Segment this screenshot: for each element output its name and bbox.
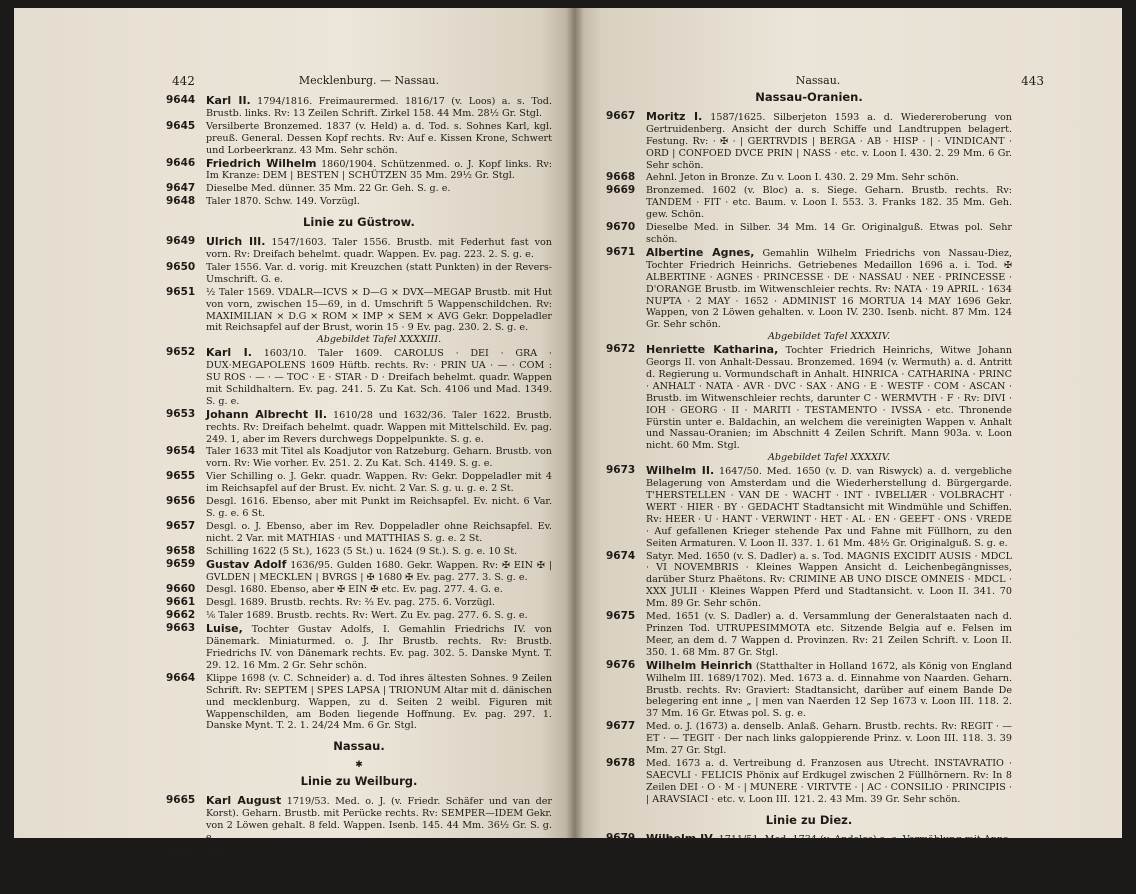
catalog-entry	[166, 584, 552, 596]
entry-number: 9662	[166, 609, 196, 622]
section-heading-guestrow: Linie zu Güstrow.	[303, 215, 415, 230]
entry-number: 9661	[166, 596, 196, 609]
entry-description: Desgl. 1680. Ebenso, aber ✠ EIN ✠ etc. Ev. pag. 277. 4. G. e.	[206, 584, 503, 596]
entry-number: 9669	[606, 184, 636, 197]
catalog-entry	[606, 172, 1012, 184]
entry-ruler-name: Luise,	[206, 622, 243, 636]
entry-number: 9660	[166, 583, 196, 596]
catalog-entry	[166, 236, 552, 261]
entry-description: Vier Schilling o. J. Gekr. quadr. Wappen. Rv: Gekr. Doppeladler mit 4 im Reichsapfel auf der Brust. Ev. nicht. 2 Var. S. g. u. g. e. 2 St.	[206, 471, 552, 495]
catalog-entry	[166, 623, 552, 672]
catalog-entry	[166, 158, 552, 183]
catalog-entry	[606, 465, 1012, 549]
entry-description: Tochter Gustav Adolfs, I. Gemahlin Friedrichs IV. von Dänemark. Miniaturmed. o. J. Ihr Brustb. rechts. Rv: Brustb. Friedrichs IV. von Dänemark rechts. Ev. pag. 302. 5. Danske Mynt. T. 29. 12. 16 Mm. 2 Gr. Sehr schön.	[206, 624, 552, 671]
left-entries-group-a	[166, 95, 552, 208]
catalog-entry	[166, 183, 552, 195]
catalog-entry	[166, 409, 552, 446]
right-page-content	[606, 92, 1012, 871]
entry-description: 1860/1904. Schützenmed. o. J. Kopf links. Rv: Im Kranze: DEM | BESTEN | SCHÜTZEN 35 Mm. 29½ Gr. Stgl.	[206, 158, 552, 182]
catalog-entry	[606, 721, 1012, 757]
entry-description: Desgl. o. J. Ebenso, aber im Rev. Doppeladler ohne Reichsapfel. Ev. nicht. 2 Var. mit MATHIAS · und MATTHIAS S. g. e. 2 St.	[206, 520, 552, 544]
entry-ruler-name: Karl	[206, 843, 232, 857]
entry-description: 1719/53. Med. o. J. (v. Friedr. Schäfer und van der Korst). Geharn. Brustb. mit Perücke rechts. Rv: SEMPER—IDEM Gekr. von 2 Löwen gehalt. 8 feld. Wappen. Isenb. 145. 44 Mm. 36½ Gr. S. g. e.	[206, 796, 552, 843]
entry-ruler-name: Wilhelm IV.	[646, 832, 716, 846]
section-heading-diez: Linie zu Diez.	[765, 812, 853, 827]
entry-number: 9667	[606, 109, 636, 122]
catalog-entry	[166, 471, 552, 495]
entry-ruler-name: Friedrich Wilhelm	[206, 156, 317, 170]
entry-ruler-name: Ulrich III.	[206, 235, 266, 249]
catalog-entry	[606, 344, 1012, 464]
entry-description: 1636/95. Gulden 1680. Gekr. Wappen. Rv: ✠ EIN ✠ | GVLDEN | MECKLEN | BVRGS | ✠ 1680 ✠ Ev. pag. 277. 3. S. g. e.	[206, 559, 552, 583]
entry-description: Dieselbe Med. dünner. 35 Mm. 22 Gr. Geh. S. g. e.	[206, 183, 451, 195]
entry-description: Bronzemed. 1602 (v. Bloc) a. s. Siege. Geharn. Brustb. rechts. Rv: TANDEM · FIT · etc. Baum. v. Loon I. 553. 3. Franks 182. 35 Mm. Geh. gew. Schön.	[646, 185, 1012, 221]
entry-ruler-name: Moritz I.	[646, 109, 703, 123]
entry-description: Med. o. J. (1673) a. denselb. Anlaß. Geharn. Brustb. rechts. Rv: REGIT · — ET · — TEGIT · Der nach links galoppierende Prinz. v. Loon III. 118. 3. 39 Mm. 27 Gr. Stgl.	[646, 721, 1012, 757]
entry-number: 9676	[606, 658, 636, 671]
catalog-entry	[166, 559, 552, 584]
right-entries-group-a	[606, 111, 1012, 806]
catalog-entry	[166, 446, 552, 470]
entry-description: Taler 1870. Schw. 149. Vorzügl.	[206, 196, 360, 208]
catalog-entry	[166, 521, 552, 545]
entry-number: 9645	[166, 119, 196, 132]
entry-number: 9677	[606, 720, 636, 733]
entry-number: 9678	[606, 756, 636, 769]
entry-number: 9644	[166, 94, 196, 106]
entry-description: Med. 1673 a. d. Vertreibung d. Franzosen aus Utrecht. INSTAVRATIO · SAECVLI · FELICIS Phönix auf Erdkugel zwischen 2 Füllhörnern. Rv: In 8 Zeilen DEI · O · M · | MUNERE · VIRTVTE · | AC · CONSILIO · PRINCIPIS · | ARAVSIACI · etc. v. Loon III. 121. 2. 43 Mm. 39 Gr. Sehr schön.	[646, 757, 1012, 805]
entry-number: 9658	[166, 544, 196, 557]
entry-number: 9663	[166, 622, 196, 635]
catalog-entry	[166, 610, 552, 622]
left-entries-group-b	[166, 236, 552, 732]
left-running-head	[14, 74, 574, 88]
entry-ruler-name: Johann Albrecht II.	[206, 407, 328, 421]
catalog-entry	[166, 95, 552, 120]
entry-description: Gemahlin Wilhelm Friedrichs von Nassau-Diez, Tochter Friedrich Heinrichs. Getriebenes Medaillon 1696 a. i. Tod. ✠ ALBERTINE · AGNES · PRINCESSE · DE · NASSAU · NEE · PRINCESSE · D'ORANGE Brustb. im Witwenschleier rechts. Rv: NATA · 19 APRIL · 1634 NUPTA · 2 MAY · 1652 · ADMINIST 16 MORTUA 14 MAY 1696 Gekr. Wappen, von 2 Löwen gehalten. v. Loon IV. 230. Isenb. nicht. 87 Mm. 124 Gr. Sehr schön.	[646, 247, 1012, 331]
entry-number: 9649	[166, 235, 196, 248]
entry-description: Aehnl. Jeton in Bronze. Zu v. Loon I. 430. 2. 29 Mm. Sehr schön.	[646, 172, 959, 184]
entry-description: Desgl. 1616. Ebenso, aber mit Punkt im Reichsapfel. Ev. nicht. 6 Var. S. g. e. 6 St.	[206, 496, 552, 519]
entry-number: 9651	[166, 285, 196, 298]
catalog-entry	[606, 611, 1012, 659]
left-running-title: Mecklenburg. — Nassau.	[298, 74, 440, 87]
catalog-entry	[606, 111, 1012, 172]
entry-number: 9673	[606, 464, 636, 477]
catalog-entry	[166, 597, 552, 609]
entry-number: 9659	[166, 557, 196, 570]
entry-number: 9666	[166, 843, 196, 856]
entry-number: 9671	[606, 245, 636, 258]
entry-number: 9665	[166, 794, 196, 807]
entry-description: 1794/1816. Freimaurermed. 1816/17 (v. Loos) a. s. Tod. Brustb. links. Rv: 13 Zeilen Schrift. Zirkel 158. 44 Mm. 28½ Gr. Stgl.	[206, 96, 552, 119]
entry-number: 9650	[166, 260, 196, 273]
section-heading-nassau: Nassau.	[333, 739, 385, 754]
catalog-entry	[166, 262, 552, 286]
entry-number: 9679	[606, 832, 636, 845]
entry-description: Taler 1633 mit Titel als Koadjutor von Ratzeburg. Geharn. Brustb. von vorn. Rv: Wie vorher. Ev. 251. 2. Zu Kat. Sch. 4149. S. g. e.	[206, 446, 552, 470]
entry-number: 9655	[166, 470, 196, 483]
plate-caption: Abgebildet Tafel XXXXIII.	[316, 334, 442, 346]
entry-number: 9648	[166, 195, 196, 208]
entry-number: 9653	[166, 407, 196, 420]
entry-description: Taler 1556. Var. d. vorig. mit Kreuzchen (statt Punkten) in der Revers-Umschrift. G. e.	[206, 261, 552, 285]
catalog-entry	[166, 287, 552, 347]
plate-caption: Abgebildet Tafel XXXXIV.	[767, 452, 891, 464]
entry-description: Dieselbe Med. in Silber. 34 Mm. 14 Gr. Originalguß. Etwas pol. Sehr schön.	[646, 222, 1012, 245]
catalog-entry	[606, 660, 1012, 721]
entry-number: 9647	[166, 182, 196, 195]
entry-description: 1587/1625. Silberjeton 1593 a. d. Wiedereroberung von Gertruidenberg. Ansicht der durch Schiffe und Landtruppen belagert. Festung. Rv: · ✠ · | GERTRVDIS | BERGA · AB · HISP · | · VINDICANT · ORD | CONFOED DVCE PRIN | NASS · etc. v. Loon I. 430. 2. 29 Mm. 6 Gr. Sehr schön.	[646, 111, 1012, 171]
entry-description: 1547/1603. Taler 1556. Brustb. mit Federhut fast von vorn. Rv: Dreifach behelmt. quadr. Wappen. Ev. pag. 223. 2. S. g. e.	[206, 237, 552, 260]
right-entries-group-b	[606, 833, 1012, 870]
catalog-entry	[166, 347, 552, 408]
entry-description: Satyr. Med. 1650 (v. S. Dadler) a. s. Tod. MAGNIS EXCIDIT AUSIS · MDCL · VI NOVEMBRIS · Kleines Wappen Ansicht d. Leichenbegängnisses, darüber Sturz Phaëtons. Rv: CRIMINE AB UNO DISCE OMNEIS · MDCL · XXX JULII · Kleines Wappen Pferd und Stadtansicht. v. Loon II. 341. 70 Mm. 89 Gr. Sehr schön.	[646, 550, 1012, 610]
entry-description: (Statthalter in Holland 1672, als König von England Wilhelm III. 1689/1702). Med. 1673 a. d. Einnahme von Naarden. Geharn. Brustb. rechts. Rv: Graviert: Stadtansicht, darüber auf einem Bande De belegering ent inne „ | men van Naerden 12 Sep 1673 v. Loon III. 118. 2. 37 Mm. 16 Gr. Etwas pol. S. g. e.	[646, 660, 1012, 720]
entry-description: Med. 1651 (v. S. Dadler) a. d. Versammlung der Generalstaaten nach d. Prinzen Tod. UTRUPESIMMOTA etc. Sitzende Belgia auf e. Felsen im Meer, an dem d. 7 Wappen d. Provinzen. Rv: 21 Zeilen Schrift. v. Loon II. 350. 1. 68 Mm. 87 Gr. Stgl.	[646, 611, 1012, 658]
catalog-entry	[166, 121, 552, 157]
catalog-entry	[606, 833, 1012, 870]
catalog-entry	[606, 551, 1012, 611]
entry-ruler-name: Karl I.	[206, 346, 252, 360]
entry-description: Desgl. 1689. Brustb. rechts. Rv: ⅔ Ev. pag. 275. 6. Vorzügl.	[206, 597, 495, 609]
entry-description: 1603/10. Taler 1609. CAROLUS · DEI · GRA · DUX·MEGAPOLENS 1609 Hüftb. rechts. Rv: · PRIN UA · — · COM : SU ROS · — · — TOC · E · STAR · D · Dreifach behelmt. quadr. Wappen mit Schildhaltern. Ev. pag. 241. 5. Zu Kat. Sch. 4106 und Mad. 1349. S. g. e.	[206, 348, 552, 407]
catalog-entry	[606, 758, 1012, 806]
entry-ruler-name: Albertine Agnes,	[646, 245, 755, 259]
catalog-entry	[166, 795, 552, 844]
entry-number: 9654	[166, 445, 196, 458]
catalog-entry	[166, 845, 552, 894]
entry-ruler-name: Karl II.	[206, 94, 251, 107]
entry-number: 9657	[166, 519, 196, 532]
left-page-number: 442	[172, 74, 195, 88]
entry-description: Tochter Friedrich Heinrichs, Witwe Johann Georgs II. von Anhalt-Dessau. Bronzemed. 1694 (v. Wermuth) a. d. Antritt d. Regierung u. Vormundschaft in Anhalt. HINRICA · CATHARINA · PRINC · ANHALT · NATA · AVR · DVC · SAX · ANG · E · WESTF · COM · ASCAN · Brustb. im Witwenschleier rechts, darunter C · WERMVTH · F · Rv: DIVI · IOH · GEORG · II · MARITI · TESTAMENTO · IVSSA · etc. Thronende Fürstin unter e. Baldachin, an welchem die vereinigten Wappen v. Anhalt und Nassau-Oranien; im Abschnitt 4 Zeilen Schrift. Mann 903a. v. Loon nicht. 60 Mm. Stgl.	[646, 345, 1012, 452]
entry-description: Klippe 1698 (v. C. Schneider) a. d. Tod ihres ältesten Sohnes. 9 Zeilen Schrift. Rv: SEPTEM | SPES LAPSA | TRIONUM Altar mit d. dänischen und mecklenburg. Wappen, zu d. Seiten 2 weibl. Figuren mit Wappenschilden, am Boden liegende Hoffnung. Ev. pag. 297. 1. Danske Mynt. T. 2. 1. 24/24 Mm. 6 Gr. Stgl.	[206, 672, 552, 732]
entry-number: 9674	[606, 549, 636, 562]
entry-description: Versilberte Bronzemed. 1837 (v. Held) a. d. Tod. s. Sohnes Karl, kgl. preuß. General. Dessen Kopf rechts. Rv: Auf e. Kissen Krone, Schwert und Lorbeerkranz. 43 Mm. Sehr schön.	[206, 120, 552, 156]
entry-ruler-name: Karl August	[206, 794, 282, 808]
entry-number: 9675	[606, 610, 636, 623]
entry-number: 9646	[166, 156, 196, 169]
entry-description: ½ Taler 1569. VDALR—ICVS × D—G × DVX—MEGAP Brustb. mit Hut von vorn, zwischen 15—69, in d. Umschrift 5 Wappenschildchen. Rv: MAXIMILIAN × D.G × ROM × IMP × SEM × AVG Gekr. Doppeladler mit Reichsapfel auf der Brust, worin 15 · 9 Ev. pag. 230. 2. S. g. e.	[206, 286, 552, 334]
catalog-entry	[606, 222, 1012, 246]
entry-ruler-name: Wilhelm II.	[646, 464, 715, 478]
entry-description: 1711/51. Med. 1734 (v. Andeles) a. s. Vermählung mit Anna, Tochter Georgs II. von Braunschweig und England. Beider Brustb. rechts. Rv: Hand aus	[646, 834, 1012, 870]
entry-ruler-name: Henriette Katharina,	[646, 343, 779, 357]
entry-number: 9670	[606, 221, 636, 234]
entry-number: 9664	[166, 671, 196, 684]
entry-number: 9672	[606, 343, 636, 356]
entry-number: 9668	[606, 171, 636, 184]
entry-number: 9652	[166, 346, 196, 359]
catalog-entry	[166, 496, 552, 520]
entry-ruler-name: Gustav Adolf	[206, 557, 287, 571]
book-gutter	[566, 8, 584, 838]
catalog-entry	[166, 196, 552, 208]
catalog-entry	[166, 673, 552, 733]
catalog-entry	[606, 185, 1012, 221]
right-running-title: Nassau.	[795, 74, 841, 87]
catalog-entry	[166, 546, 552, 558]
entry-ruler-name: Wilhelm Heinrich	[646, 658, 753, 672]
entry-description: ⅙ Taler 1689. Brustb. rechts. Rv: Wert. Zu Ev. pag. 277. 6. S. g. e.	[206, 610, 528, 622]
ornament-star: ✱	[355, 760, 363, 771]
section-heading-weilburg: Linie zu Weilburg.	[300, 774, 418, 789]
plate-caption: Abgebildet Tafel XXXXIV.	[767, 331, 891, 343]
entry-description: 1753/88. Med. 1760 (v. N. van Swinderen) a. s. Vermählung mit Karoline von Nassau-Oranien. 2 Wappen an einem Orangenbaum. Rv: Genien, Blumen streuend. Isenb. 147. v. Loon Verv. 359 Anm. 30 Mm. 9½ Gr. S. g. e.	[206, 845, 552, 893]
entry-number: 9656	[166, 495, 196, 508]
catalog-entry	[606, 247, 1012, 343]
entry-description: Schilling 1622 (5 St.), 1623 (5 St.) u. 1624 (9 St.). S. g. e. 10 St.	[206, 545, 518, 557]
left-entries-group-c	[166, 795, 552, 893]
right-page-number: 443	[1021, 74, 1044, 88]
entry-description: 1647/50. Med. 1650 (v. D. van Riswyck) a. d. vergebliche Belagerung von Amsterdam und die Wiederherstellung d. Bürgergarde. T'HERSTELLEN · VAN DE · WACHT · INT · IVBELIÆR · VOLBRACHT · WERT · HIER · BY · GEDACHT Stadtansicht mit Windmühle und Schiffen. Rv: HEER · U · HANT · VERWINT · HET · AL · EN · GEEFT · ONS · VREDE · Auf gefallenen Krieger stehende Pax und Fahne mit Füllhorn, zu den Seiten Armaturen. V. Loon II. 337. 1. 61 Mm. 48½ Gr. Originalguß. S. g. e.	[646, 466, 1012, 549]
entry-description: 1610/28 und 1632/36. Taler 1622. Brustb. rechts. Rv: Dreifach behelmt. quadr. Wappen mit Mittelschild. Ev. pag. 249. 1, aber im Revers durchwegs Doppelpunkte. S. g. e.	[206, 409, 552, 445]
left-page-content	[166, 95, 552, 894]
section-heading-nassau-oranien: Nassau-Oranien.	[755, 90, 863, 104]
